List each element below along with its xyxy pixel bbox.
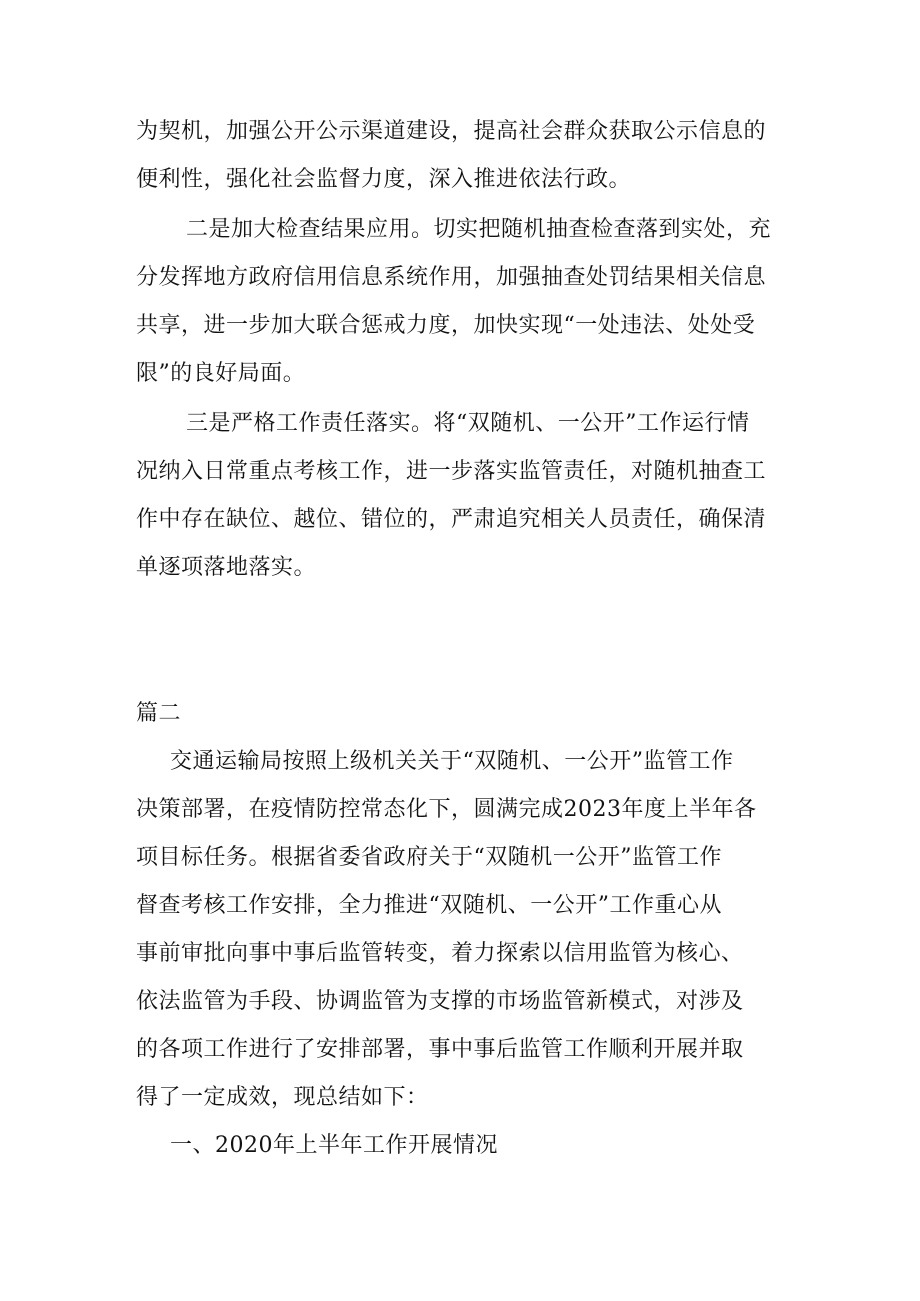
paragraph-line: 事前审批向事中事后监管转变，着力探索以信用监管为核心、	[136, 941, 744, 966]
paragraph-line: 为契机，加强公开公示渠道建设，提高社会群众获取公示信息的	[136, 119, 767, 144]
paragraph-line: 作中存在缺位、越位、错位的，严肃追究相关人员责任，确保清	[136, 507, 767, 532]
paragraph-line: 三是严格工作责任落实。将“双随机、一公开”工作运行情	[186, 411, 750, 436]
paragraph-line: 交通运输局按照上级机关关于“双随机、一公开”监管工作	[170, 749, 734, 774]
section-heading: 篇二	[136, 701, 182, 726]
paragraph-line: 共享，进一步加大联合惩戒力度，加快实现“一处违法、处处受	[136, 313, 756, 338]
paragraph-line: 分发挥地方政府信用信息系统作用，加强抽查处罚结果相关信息	[136, 265, 767, 290]
paragraph-line: 的各项工作进行了安排部署，事中事后监管工作顺利开展并取	[136, 1037, 744, 1062]
paragraph-line: 决策部署，在疫情防控常态化下，圆满完成2023年度上半年各	[136, 797, 757, 822]
paragraph-line: 得了一定成效，现总结如下：	[136, 1085, 429, 1110]
subheading: 一、2020年上半年工作开展情况	[170, 1133, 498, 1158]
paragraph-line: 项目标任务。根据省委省政府关于“双随机一公开”监管工作	[136, 845, 722, 870]
paragraph-line: 二是加大检查结果应用。切实把随机抽查检查落到实处，充	[186, 217, 772, 242]
paragraph-line: 依法监管为手段、协调监管为支撑的市场监管新模式，对涉及	[136, 989, 744, 1014]
paragraph-line: 便利性，强化社会监督力度，深入推进依法行政。	[136, 167, 632, 192]
paragraph-line: 况纳入日常重点考核工作，进一步落实监管责任，对随机抽查工	[136, 459, 767, 484]
paragraph-line: 限”的良好局面。	[136, 361, 306, 386]
paragraph-line: 单逐项落地落实。	[136, 555, 317, 580]
paragraph-line: 督查考核工作安排，全力推进“双随机、一公开”工作重心从	[136, 893, 722, 918]
